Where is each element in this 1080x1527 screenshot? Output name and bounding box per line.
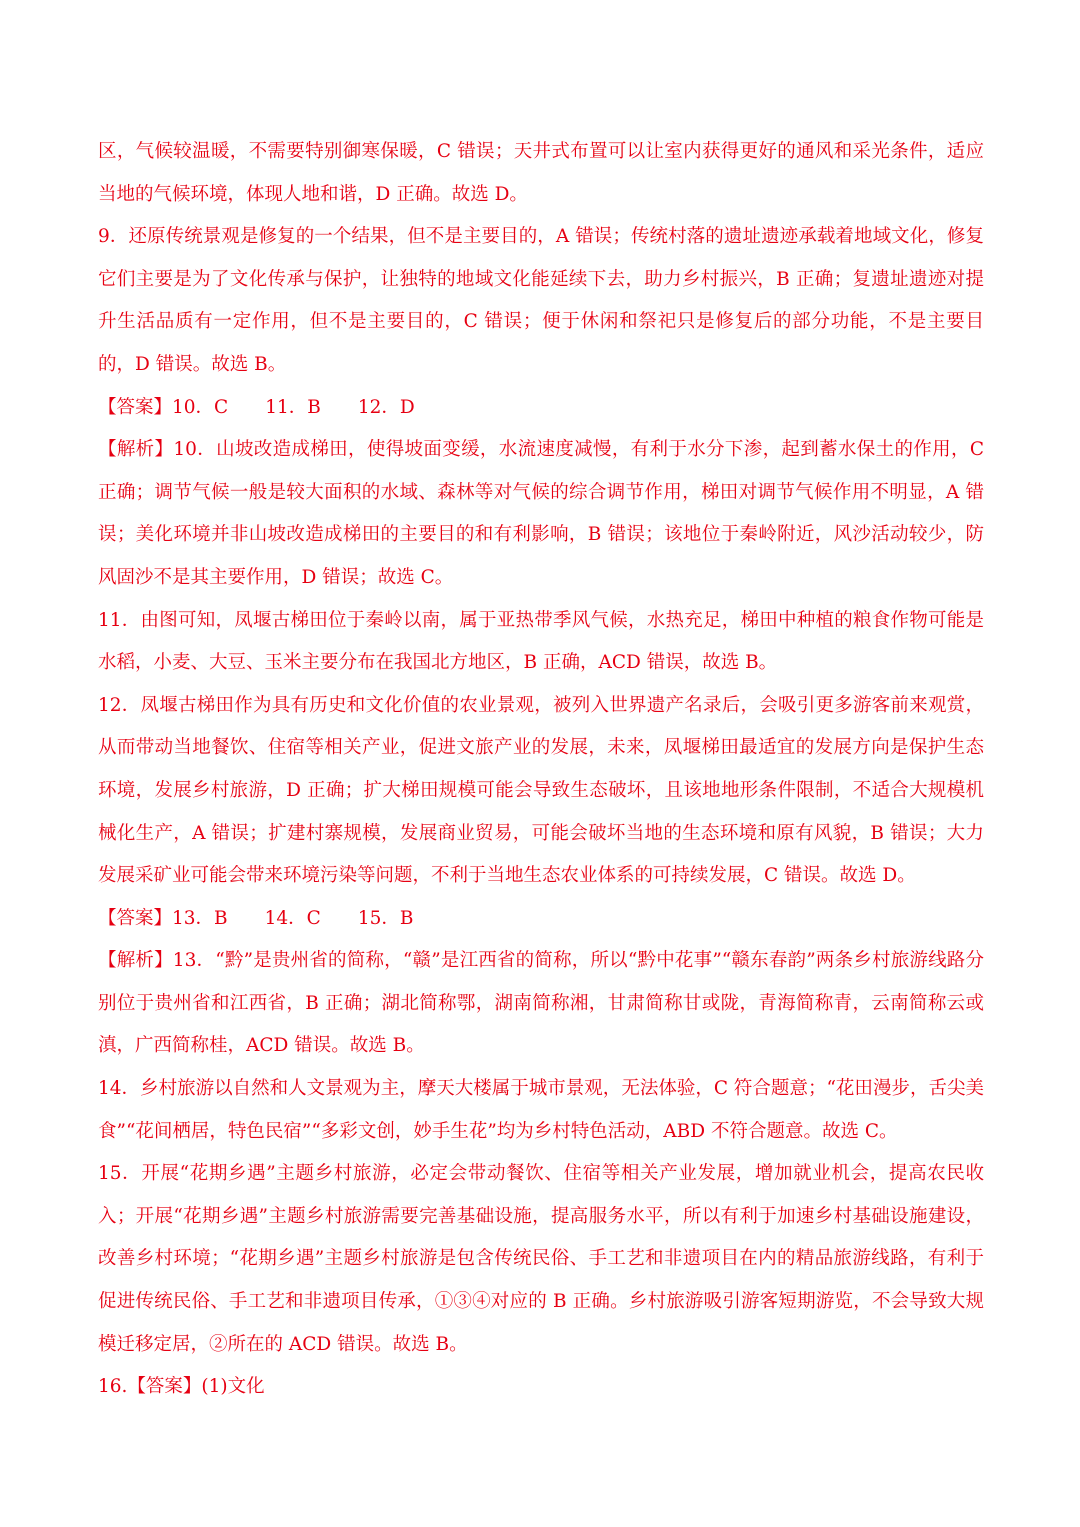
paragraph-q16-answer: 16.【答案】(1)文化 <box>98 1376 265 1398</box>
answer-explanation-document <box>98 131 984 1409</box>
paragraph-q15-explanation: 15．开展“花期乡遇”主题乡村旅游，必定会带动餐饮、住宿等相关产业发展，增加就业机会，提高农民收入；开展“花期乡遇”主题乡村旅游需要完善基础设施，提高服务水平，所以有利于加速乡村基础设施建设，改善乡村环境；“花期乡遇”主题乡村旅游是包含传统民俗、手工艺和非遗项目在内的精品旅游线路，有利于促进传统民俗、手工艺和非遗项目传承，①③④对应的 B 正确。乡村旅游吸引游客短期游览，不会导致大规模迁移定居，②所在的 ACD 错误。故选 B。 <box>98 1163 984 1355</box>
paragraph-q10-explanation: 【解析】10．山坡改造成梯田，使得坡面变缓，水流速度减慢，有利于水分下渗，起到蓄水保土的作用，C 正确；调节气候一般是较大面积的水域、森林等对气候的综合调节作用，梯田对调节气候作用不明显，A 错误；美化环境并非山坡改造成梯田的主要目的和有利影响，B 错误；该地位于秦岭附近，风沙活动较少，防风固沙不是其主要作用，D 错误；故选 C。 <box>98 439 984 588</box>
paragraph-q14-explanation: 14．乡村旅游以自然和人文景观为主，摩天大楼属于城市景观，无法体验，C 符合题意；“花田漫步，舌尖美食”“花间栖居，特色民宿”“多彩文创，妙手生花”均为乡村特色活动，ABD 不符合题意。故选 C。 <box>98 1078 984 1142</box>
paragraph-q11-explanation: 11．由图可知，凤堰古梯田位于秦岭以南，属于亚热带季风气候，水热充足，梯田中种植的粮食作物可能是水稻，小麦、大豆、玉米主要分布在我国北方地区，B 正确，ACD 错误，故选 B。 <box>98 609 984 674</box>
paragraph-q8-continued: 区，气候较温暖，不需要特别御寒保暖，C 错误；天井式布置可以让室内获得更好的通风和采光条件，适应当地的气候环境，体现人地和谐，D 正确。故选 D。 <box>98 141 984 205</box>
paragraph-q12-explanation: 12．凤堰古梯田作为具有历史和文化价值的农业景观，被列入世界遗产名录后，会吸引更多游客前来观赏，从而带动当地餐饮、住宿等相关产业，促进文旅产业的发展，未来，凤堰梯田最适宜的发展方向是保护生态环境，发展乡村旅游，D 正确；扩大梯田规模可能会导致生态破坏，且该地地形条件限制，不适合大规模机械化生产，A 错误；扩建村寨规模，发展商业贸易，可能会破坏当地的生态环境和原有风貌，B 错误；大力发展采矿业可能会带来环境污染等问题，不利于当地生态农业体系的可持续发展，C 错误。故选 D。 <box>98 694 984 887</box>
paragraph-q9-explanation: 9．还原传统景观是修复的一个结果，但不是主要目的，A 错误；传统村落的遗址遗迹承载着地域文化，修复它们主要是为了文化传承与保护，让独特的地域文化能延续下去，助力乡村振兴，B 正确；复遗址遗迹对提升生活品质有一定作用，但不是主要目的，C 错误；便于休闲和祭祀只是修复后的部分功能，不是主要目的，D 错误。故选 B。 <box>98 226 984 375</box>
answer-line-10-12: 【答案】10．C 11．B 12．D <box>98 396 415 418</box>
answer-line-13-15: 【答案】13．B 14．C 15．B <box>98 907 414 929</box>
paragraph-q13-explanation: 【解析】13．“黔”是贵州省的简称，“赣”是江西省的简称，所以“黔中花事”“赣东春韵”两条乡村旅游线路分别位于贵州省和江西省，B 正确；湖北简称鄂，湖南简称湘，甘肃简称甘或陇，青海简称青，云南简称云或滇，广西简称桂，ACD 错误。故选 B。 <box>98 950 984 1057</box>
